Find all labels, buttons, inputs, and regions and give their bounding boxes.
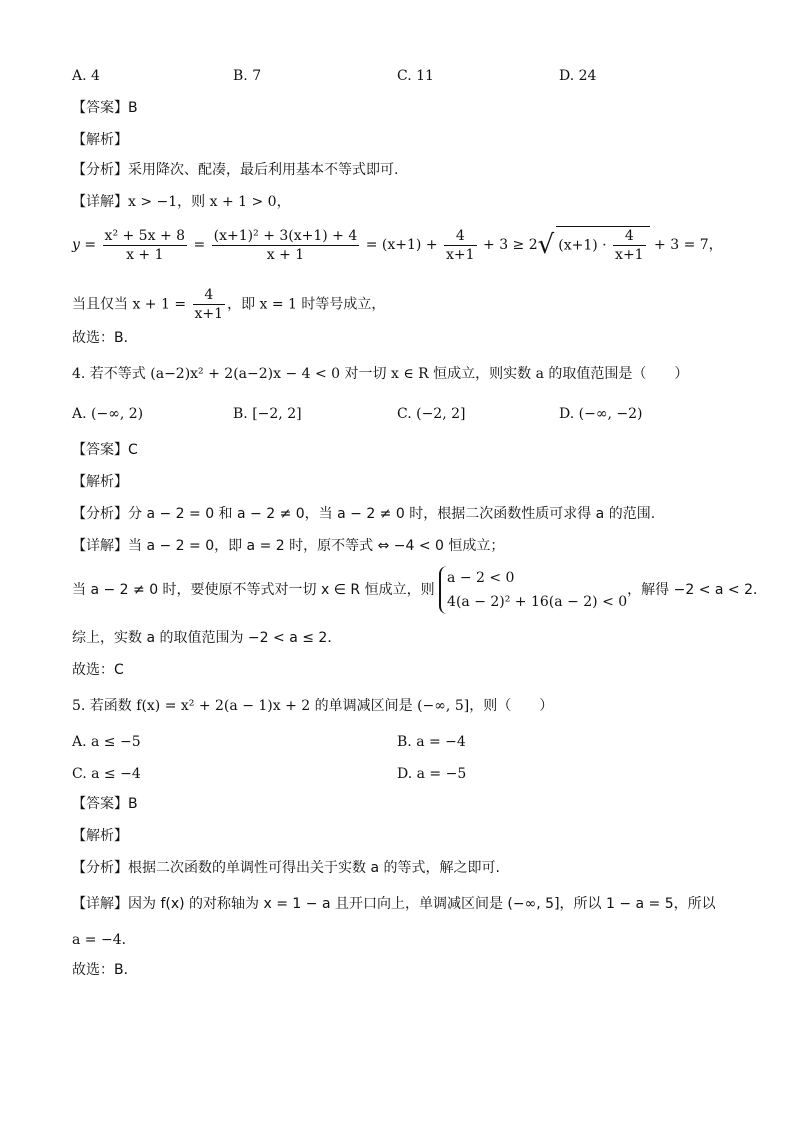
q3-frac5-num: 4 (193, 286, 226, 305)
q3-frac2-den: x + 1 (266, 246, 305, 263)
q4-option-c: C. (−2, 2] (397, 406, 466, 422)
q3-sqrt (556, 226, 649, 264)
q3-frac2 (212, 227, 360, 264)
q4-summary: 综上，实数 a 的取值范围为 −2 < a ≤ 2． (72, 630, 342, 646)
q4-fenxi: 【分析】分 a − 2 = 0 和 a − 2 ≠ 0，当 a − 2 ≠ 0 时，根据二次函数性质可求得 a 的范围. (72, 506, 656, 522)
q3-option-d: D. 24 (559, 68, 597, 84)
q3-formula-y: y = (72, 237, 97, 253)
q3-formula: y = $\frac{\text{x² + 5x + 8}}{x + 1}$ = $\frac{\text{(x+1)² + 3(x+1) + 4}}{x + 1}$ = (x+1) + $\frac{4}{x+1}$ + 3 ≥ 2√ (x+1) · $\frac{4}{x+1}$ + 3 = 7， (72, 227, 723, 263)
q4-case2 (72, 566, 767, 614)
q4-system-row1: a − 2 < 0 (447, 570, 515, 586)
q4-xiangjie: 【详解】当 a − 2 = 0，即 a = 2 时，原不等式 ⇔ −4 < 0 恒成立； (72, 538, 505, 554)
q3-formula-tail: + 3 = 7， (654, 237, 723, 253)
q4-option-a: A. (−∞, 2) (72, 406, 144, 422)
q3-frac5-den: x+1 (194, 306, 224, 322)
q3-sqrt-body: (x+1) · (558, 237, 607, 254)
q3-fenxi: 【分析】采用降次、配凑，最后利用基本不等式即可. (72, 162, 399, 178)
q4-case2-a: 当 a − 2 ≠ 0 时，要使原不等式对一切 x ∈ R 恒成立，则 (72, 582, 435, 598)
sqrt-icon: √ (537, 230, 555, 260)
q3-choose: 故选：B． (72, 330, 138, 346)
q3-frac1 (103, 227, 187, 264)
q5-stem: 5. 若函数 f(x) = x² + 2(a − 1)x + 2 的单调减区间是 (−∞, 5]，则（ ） (72, 698, 554, 714)
q3-eq-cond-a: 当且仅当 x + 1 = (72, 296, 187, 313)
q3-option-a: A. 4 (72, 68, 100, 84)
q4-option-d: D. (−∞, −2) (559, 406, 643, 422)
q4-answer: 【答案】C (72, 442, 138, 458)
q3-eq-cond-b: ，即 x = 1 时等号成立， (227, 296, 386, 313)
q3-formula-ge: + 3 ≥ 2 (483, 237, 538, 253)
q3-frac2-num: (x+1)² + 3(x+1) + 4 (213, 227, 358, 244)
q3-option-b: B. 7 (233, 68, 262, 84)
q3-frac5 (193, 286, 226, 323)
q4-option-b: B. [−2, 2] (233, 406, 302, 422)
q4-choose: 故选：C (72, 662, 124, 678)
q3-frac1-den: x + 1 (126, 246, 164, 263)
q5-answer: 【答案】B (72, 796, 138, 812)
q3-frac4-num: 4 (613, 227, 646, 246)
q3-frac4 (613, 227, 646, 264)
q5-option-a: A. a ≤ −5 (72, 734, 141, 750)
q5-choose: 故选：B． (72, 962, 138, 978)
q3-option-c: C. 11 (397, 68, 434, 84)
q3-analysis-title: 【解析】 (72, 132, 128, 148)
q3-frac3-num: 4 (444, 227, 477, 246)
q3-xiangjie-line (72, 192, 291, 212)
q4-case2-b: ，解得 −2 < a < 2． (627, 582, 767, 598)
q4-system-row2: 4(a − 2)² + 16(a − 2) < 0 (447, 594, 628, 610)
q4-stem: 4. 若不等式 (a−2)x² + 2(a−2)x − 4 < 0 对一切 x ∈ R 恒成立，则实数 a 的取值范围是（ ） (72, 366, 689, 382)
q3-frac1-num: x² + 5x + 8 (104, 227, 186, 244)
q3-formula-mid: = (x+1) + (365, 237, 438, 253)
q5-option-c: C. a ≤ −4 (72, 766, 141, 782)
q3-answer: 【答案】B (72, 100, 138, 116)
q4-analysis-title: 【解析】 (72, 474, 128, 490)
q3-eq-cond (72, 286, 385, 323)
q4-system (439, 566, 627, 614)
q3-xiangjie-tag: 【详解】 (72, 194, 128, 210)
q3-frac3 (444, 227, 477, 264)
q5-option-d: D. a = −5 (397, 766, 467, 782)
q3-xiangjie-text: x > −1，则 x + 1 > 0， (128, 194, 291, 210)
q5-fenxi: 【分析】根据二次函数的单调性可得出关于实数 a 的等式，解之即可. (72, 860, 500, 876)
q3-frac4-den: x+1 (615, 247, 644, 263)
q3-frac3-den: x+1 (446, 246, 475, 263)
q5-xiangjie: 【详解】因为 f(x) 的对称轴为 x = 1 − a 且开口向上，单调减区间是 (−∞, 5]，所以 1 − a = 5，所以 (72, 896, 716, 912)
q5-option-b: B. a = −4 (397, 734, 466, 750)
q5-xiangjie-cont: a = −4． (72, 932, 136, 948)
q5-analysis-title: 【解析】 (72, 828, 128, 844)
